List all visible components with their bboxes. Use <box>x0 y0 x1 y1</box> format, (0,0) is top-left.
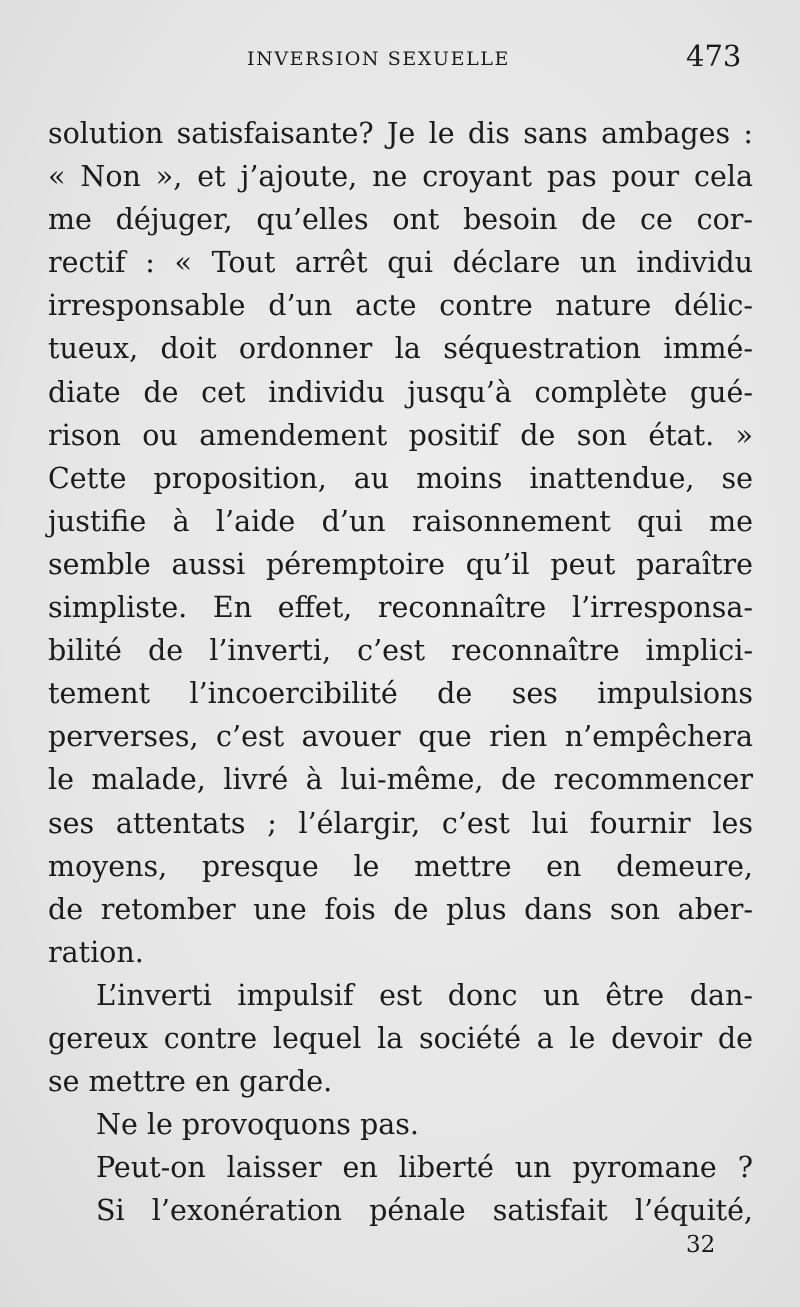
text-line: ration. <box>48 935 144 969</box>
text-line: rectif : « Tout arrêt qui déclare un individu <box>48 246 753 280</box>
running-title: INVERSION SEXUELLE <box>247 48 510 70</box>
body-text <box>48 112 753 1232</box>
paragraph-start-line: L’inverti impulsif est donc un être dan- <box>96 978 753 1012</box>
page-number: 473 <box>686 39 742 73</box>
text-line: « Non », et j’ajoute, ne croyant pas pour cela <box>48 160 753 194</box>
text-line: irresponsable d’un acte contre nature délic- <box>48 289 753 323</box>
text-line: rison ou amendement positif de son état. » <box>48 418 753 452</box>
text-line: le malade, livré à lui-même, de recommencer <box>48 763 753 797</box>
text-line: bilité de l’inverti, c’est reconnaître implici- <box>48 634 753 668</box>
text-line: diate de cet individu jusqu’à complète gué- <box>48 375 753 409</box>
text-line: moyens, presque le mettre en demeure, <box>48 849 753 883</box>
text-line: perverses, c’est avouer que rien n’empêchera <box>48 720 753 754</box>
text-line: tueux, doit ordonner la séquestration immé- <box>48 332 753 366</box>
text-line: tement l’incoercibilité de ses impulsions <box>48 677 753 711</box>
text-line: ses attentats ; l’élargir, c’est lui fournir les <box>48 806 753 840</box>
text-line: simpliste. En effet, reconnaître l’irresponsa- <box>48 591 753 625</box>
text-line: semble aussi péremptoire qu’il peut paraître <box>48 547 753 581</box>
text-line: se mettre en garde. <box>48 1065 333 1099</box>
text-line: de retomber une fois de plus dans son aber- <box>48 892 753 926</box>
paragraph-start-line: Si l’exonération pénale satisfait l’équité, <box>96 1194 753 1228</box>
text-line: me déjuger, qu’elles ont besoin de ce cor- <box>48 203 753 237</box>
text-line: justifie à l’aide d’un raisonnement qui me <box>48 504 753 538</box>
signature-mark: 32 <box>686 1232 716 1258</box>
text-line: Cette proposition, au moins inattendue, se <box>48 461 753 495</box>
paragraph-start-line: Peut-on laisser en liberté un pyromane ? <box>96 1151 753 1185</box>
text-line: gereux contre lequel la société a le devoir de <box>48 1021 753 1055</box>
paragraph-start-line: Ne le provoquons pas. <box>96 1108 419 1142</box>
text-line: solution satisfaisante? Je le dis sans ambages : <box>48 117 753 150</box>
